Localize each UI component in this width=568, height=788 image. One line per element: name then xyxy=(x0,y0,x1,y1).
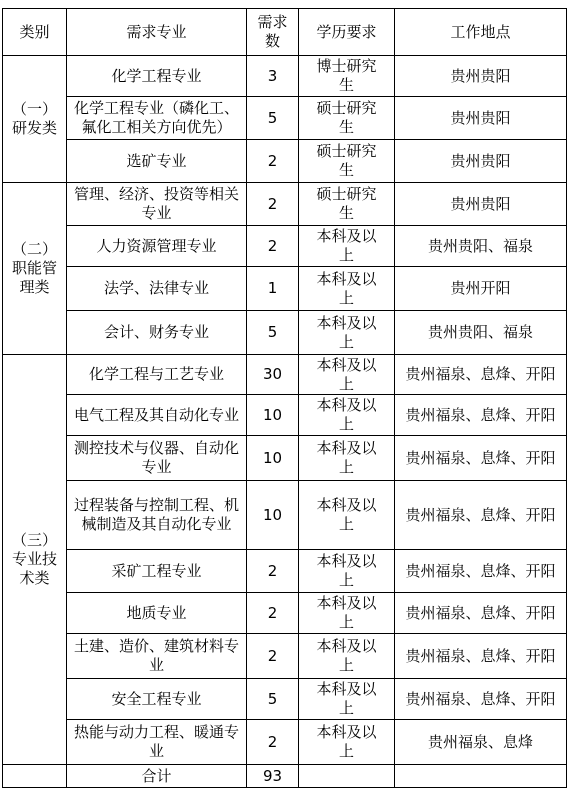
total-label: 合计 xyxy=(67,765,247,788)
major-cell: 化学工程专业 xyxy=(67,56,247,97)
education-cell: 本科及以上 xyxy=(299,550,395,593)
education-cell: 本科及以上 xyxy=(299,311,395,355)
table-row xyxy=(3,550,567,593)
table-row xyxy=(3,97,567,140)
location-cell: 贵州福泉、息烽、开阳 xyxy=(395,436,567,481)
education-cell: 本科及以上 xyxy=(299,267,395,311)
table-row xyxy=(3,395,567,436)
total-empty-cell xyxy=(299,765,395,788)
major-cell: 热能与动力工程、暖通专业 xyxy=(67,720,247,765)
table-row xyxy=(3,720,567,765)
total-empty-cell xyxy=(3,765,67,788)
table-row xyxy=(3,481,567,550)
major-cell: 管理、经济、投资等相关专业 xyxy=(67,183,247,226)
education-cell: 本科及以上 xyxy=(299,436,395,481)
location-cell: 贵州福泉、息烽 xyxy=(395,720,567,765)
location-cell: 贵州贵阳 xyxy=(395,56,567,97)
location-cell: 贵州贵阳 xyxy=(395,183,567,226)
count-cell: 2 xyxy=(247,183,299,226)
table-row xyxy=(3,226,567,267)
education-cell: 本科及以上 xyxy=(299,355,395,395)
location-cell: 贵州福泉、息烽、开阳 xyxy=(395,395,567,436)
major-cell: 采矿工程专业 xyxy=(67,550,247,593)
table-row xyxy=(3,311,567,355)
count-cell: 2 xyxy=(247,593,299,634)
major-cell: 人力资源管理专业 xyxy=(67,226,247,267)
major-cell: 安全工程专业 xyxy=(67,679,247,720)
table-row xyxy=(3,183,567,226)
location-cell: 贵州福泉、息烽、开阳 xyxy=(395,550,567,593)
table-row xyxy=(3,634,567,679)
table-row xyxy=(3,56,567,97)
count-cell: 10 xyxy=(247,481,299,550)
count-cell: 2 xyxy=(247,550,299,593)
category-cell-management: （二）职能管理类 xyxy=(3,183,67,355)
major-cell: 会计、财务专业 xyxy=(67,311,247,355)
count-cell: 10 xyxy=(247,395,299,436)
count-cell: 30 xyxy=(247,355,299,395)
count-cell: 10 xyxy=(247,436,299,481)
count-cell: 5 xyxy=(247,97,299,140)
education-cell: 硕士研究生 xyxy=(299,183,395,226)
major-cell: 选矿专业 xyxy=(67,140,247,183)
count-cell: 2 xyxy=(247,140,299,183)
header-count: 需求数 xyxy=(247,9,299,56)
major-cell: 法学、法律专业 xyxy=(67,267,247,311)
location-cell: 贵州福泉、息烽、开阳 xyxy=(395,355,567,395)
total-empty-cell xyxy=(395,765,567,788)
count-cell: 2 xyxy=(247,720,299,765)
table-row xyxy=(3,436,567,481)
education-cell: 本科及以上 xyxy=(299,226,395,267)
major-cell: 过程装备与控制工程、机械制造及其自动化专业 xyxy=(67,481,247,550)
recruitment-table xyxy=(2,8,567,788)
total-row xyxy=(3,765,567,788)
education-cell: 本科及以上 xyxy=(299,395,395,436)
category-cell-research: （一）研发类 xyxy=(3,56,67,183)
count-cell: 1 xyxy=(247,267,299,311)
location-cell: 贵州贵阳、福泉 xyxy=(395,226,567,267)
table-row xyxy=(3,593,567,634)
education-cell: 本科及以上 xyxy=(299,481,395,550)
major-cell: 电气工程及其自动化专业 xyxy=(67,395,247,436)
location-cell: 贵州福泉、息烽、开阳 xyxy=(395,679,567,720)
education-cell: 博士研究生 xyxy=(299,56,395,97)
count-cell: 5 xyxy=(247,679,299,720)
education-cell: 本科及以上 xyxy=(299,720,395,765)
education-cell: 硕士研究生 xyxy=(299,97,395,140)
count-cell: 3 xyxy=(247,56,299,97)
count-cell: 5 xyxy=(247,311,299,355)
count-cell: 2 xyxy=(247,226,299,267)
header-education: 学历要求 xyxy=(299,9,395,56)
table-row xyxy=(3,355,567,395)
location-cell: 贵州贵阳、福泉 xyxy=(395,311,567,355)
location-cell: 贵州开阳 xyxy=(395,267,567,311)
major-cell: 化学工程与工艺专业 xyxy=(67,355,247,395)
location-cell: 贵州贵阳 xyxy=(395,97,567,140)
table-row xyxy=(3,679,567,720)
count-cell: 2 xyxy=(247,634,299,679)
category-cell-technical: （三）专业技术类 xyxy=(3,355,67,765)
major-cell: 测控技术与仪器、自动化专业 xyxy=(67,436,247,481)
table-row xyxy=(3,140,567,183)
table-row xyxy=(3,267,567,311)
total-count: 93 xyxy=(247,765,299,788)
location-cell: 贵州福泉、息烽、开阳 xyxy=(395,634,567,679)
header-category: 类别 xyxy=(3,9,67,56)
education-cell: 本科及以上 xyxy=(299,634,395,679)
major-cell: 土建、造价、建筑材料专业 xyxy=(67,634,247,679)
location-cell: 贵州贵阳 xyxy=(395,140,567,183)
education-cell: 硕士研究生 xyxy=(299,140,395,183)
major-cell: 化学工程专业（磷化工、氟化工相关方向优先） xyxy=(67,97,247,140)
major-cell: 地质专业 xyxy=(67,593,247,634)
header-major: 需求专业 xyxy=(67,9,247,56)
education-cell: 本科及以上 xyxy=(299,593,395,634)
location-cell: 贵州福泉、息烽、开阳 xyxy=(395,481,567,550)
header-location: 工作地点 xyxy=(395,9,567,56)
table-header-row xyxy=(3,9,567,56)
location-cell: 贵州福泉、息烽、开阳 xyxy=(395,593,567,634)
education-cell: 本科及以上 xyxy=(299,679,395,720)
